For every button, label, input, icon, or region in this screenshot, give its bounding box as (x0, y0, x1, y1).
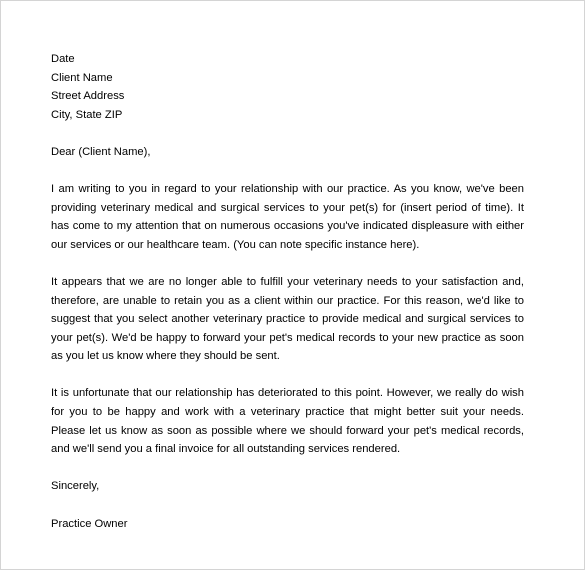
city-state-zip-line: City, State ZIP (51, 108, 123, 121)
paragraph-termination: It appears that we are no longer able to fulfill your veterinary needs to your satisfaction and, therefore, are unable to retain you as a client within our practice. For this reason, we'd like to suggest that you select another veterinary practice to provide medical and surgical services to your pet(s). We'd be happy to forward your pet's medical records to your new practice as soon as you let us know where they should be sent. (51, 275, 524, 363)
client-name-line: Client Name (51, 71, 113, 84)
paragraph-closing-remarks: It is unfortunate that our relationship has deteriorated to this point. However, we really do wish for you to be happy and work with a veterinary practice that might better suit your needs. Please let us know as soon as possible where we should forward your pet's medical records, and we'll send you a final invoice for all outstanding services rendered. (51, 387, 524, 456)
date-line: Date (51, 53, 75, 65)
signature: Practice Owner (51, 517, 128, 530)
paragraph-relationship: I am writing to you in regard to your relationship with our practice. As you know, we've been providing veterinary medical and surgical services to your pet(s) for (insert period of time). It has come to my attention that on numerous occasions you've indicated displeasure with either our services or our healthcare team. (You can note specific instance here). (51, 182, 524, 251)
street-address-line: Street Address (51, 90, 125, 103)
salutation: Dear (Client Name), (51, 145, 151, 158)
closing: Sincerely, (51, 480, 100, 493)
letter-body (51, 50, 524, 533)
address-block (51, 50, 524, 124)
